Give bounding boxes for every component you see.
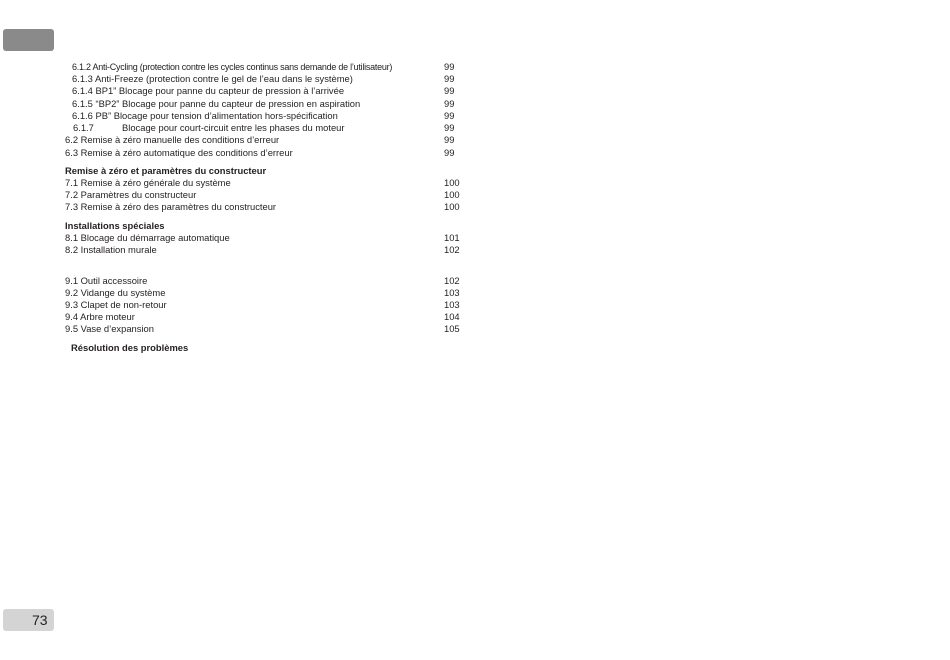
toc-row-page: 99 <box>444 134 455 145</box>
toc-row-title: 6.1.4 BP1” Blocage pour panne du capteur de pression à l’arrivée <box>72 85 345 96</box>
toc-row-title: 7.1 Remise à zéro générale du système <box>65 177 231 188</box>
section-heading-7: Remise à zéro et paramètres du constructeur <box>65 165 267 176</box>
toc-row-9-1 <box>65 275 465 287</box>
toc-row-9-3 <box>65 299 465 311</box>
toc-row-page: 99 <box>444 73 455 84</box>
toc-row-number: 6.1.7 <box>73 122 94 133</box>
toc-row-title: 8.2 Installation murale <box>65 244 157 255</box>
toc-row-title: 6.2 Remise à zéro manuelle des conditions d’erreur <box>65 134 280 145</box>
toc-row-page: 103 <box>444 287 460 298</box>
toc-row-title: 7.3 Remise à zéro des paramètres du constructeur <box>65 201 277 212</box>
toc-row-title: 9.4 Arbre moteur <box>65 311 135 322</box>
toc-row-6-1-2 <box>72 61 472 73</box>
toc-row-page: 99 <box>444 147 455 158</box>
toc-row-page: 101 <box>444 232 460 243</box>
toc-row-page: 100 <box>444 189 460 200</box>
toc-row-title: 6.1.6 PB” Blocage pour tension d’alimentation hors-spécification <box>72 110 338 121</box>
toc-row-9-5 <box>65 323 465 335</box>
toc-row-title: 6.1.3 Anti-Freeze (protection contre le gel de l’eau dans le système) <box>72 73 353 84</box>
toc-row-page: 100 <box>444 201 460 212</box>
language-tab <box>3 29 54 51</box>
toc-row-6-1-5 <box>72 98 472 110</box>
toc-row-page: 103 <box>444 299 460 310</box>
toc-row-title: 9.1 Outil accessoire <box>65 275 148 286</box>
toc-row-page: 99 <box>444 61 455 72</box>
toc-row-6-1-7 <box>72 122 472 134</box>
toc-row-6-1-3 <box>72 73 472 85</box>
section-heading-8: Installations spéciales <box>65 220 165 231</box>
toc-row-page: 102 <box>444 275 460 286</box>
toc-row-9-2 <box>65 287 465 299</box>
toc-row-page: 104 <box>444 311 460 322</box>
section-heading-10: Résolution des problèmes <box>71 342 189 353</box>
toc-row-6-3 <box>65 147 465 159</box>
toc-row-title: 9.2 Vidange du système <box>65 287 166 298</box>
toc-row-title: 8.1 Blocage du démarrage automatique <box>65 232 230 243</box>
toc-row-page: 99 <box>444 110 455 121</box>
toc-row-page: 99 <box>444 98 455 109</box>
toc-row-title: 7.2 Paramètres du constructeur <box>65 189 197 200</box>
toc-row-7-2 <box>65 189 465 201</box>
toc-row-6-2 <box>65 134 465 146</box>
toc-row-page: 99 <box>444 122 455 133</box>
toc-row-8-2 <box>65 244 465 256</box>
toc-row-title: 9.3 Clapet de non-retour <box>65 299 167 310</box>
toc-row-6-1-4 <box>72 85 472 97</box>
toc-row-page: 102 <box>444 244 460 255</box>
toc-row-page: 100 <box>444 177 460 188</box>
toc-row-title: 9.5 Vase d’expansion <box>65 323 154 334</box>
toc-row-7-1 <box>65 177 465 189</box>
toc-row-6-1-6 <box>72 110 472 122</box>
toc-row-title: 6.1.2 Anti-Cycling (protection contre les cycles continus sans demande de l’utilisateur) <box>72 62 393 72</box>
toc-row-9-4 <box>65 311 465 323</box>
page-number: 73 <box>32 612 48 628</box>
toc-row-title: Blocage pour court-circuit entre les phases du moteur <box>122 122 345 133</box>
toc-row-page: 105 <box>444 323 460 334</box>
toc-row-title: 6.3 Remise à zéro automatique des conditions d’erreur <box>65 147 293 158</box>
toc-row-8-1 <box>65 232 465 244</box>
toc-row-7-3 <box>65 201 465 213</box>
toc-row-page: 99 <box>444 85 455 96</box>
toc-row-title: 6.1.5 “BP2” Blocage pour panne du capteur de pression en aspiration <box>72 98 361 109</box>
